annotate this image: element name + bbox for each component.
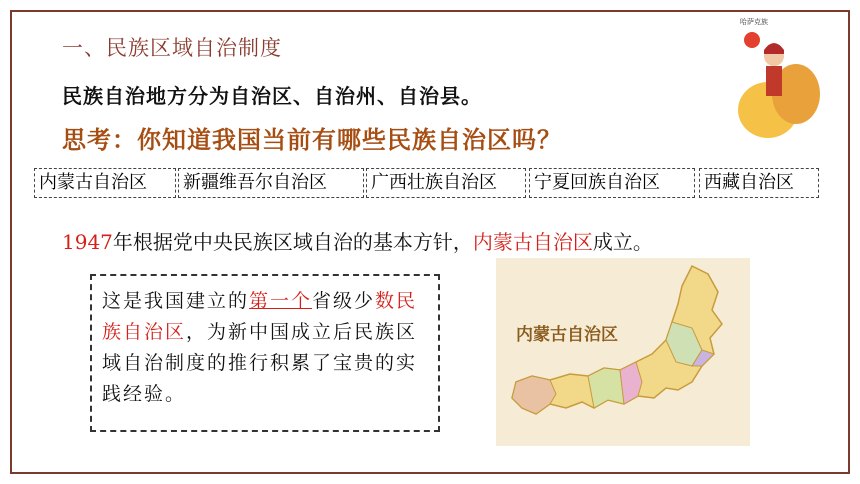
info-post: ，为新中国成立后民族区域自治制度的推行积累了宝贵的实践经验。 [102, 321, 418, 405]
section-heading: 一、民族区域自治制度 [62, 36, 282, 60]
figure-caption: 哈萨克族 [740, 18, 768, 26]
info-mid: 省级少 [312, 290, 376, 312]
ethnic-dancer-illustration [726, 14, 826, 146]
region-box-guangxi: 广西壮族自治区 [366, 168, 526, 198]
dancer-hat-shape [764, 43, 784, 54]
region-box-tibet: 西藏自治区 [699, 168, 819, 198]
statement-region: 内蒙古自治区 [472, 230, 593, 254]
region-box-inner-mongolia: 内蒙古自治区 [34, 168, 176, 198]
region-box-xinjiang: 新疆维吾尔自治区 [178, 168, 364, 198]
region-box-ningxia: 宁夏回族自治区 [529, 168, 695, 198]
info-first-highlight: 第一个 [249, 290, 313, 312]
statement-part1: 年根据党中央民族区域自治的基本方针， [112, 230, 473, 254]
flower-shape [744, 32, 760, 48]
subheading: 民族自治地方分为自治区、自治州、自治县。 [62, 84, 482, 108]
history-statement [62, 226, 653, 255]
dancer-vest-shape [766, 66, 782, 96]
statement-year: 1947 [62, 230, 113, 254]
info-red-highlight: 数民族自治区 [102, 290, 418, 343]
question-text: 思考：你知道我国当前有哪些民族自治区吗？ [62, 126, 562, 154]
info-pre: 这是我国建立的 [102, 290, 250, 312]
info-box [90, 274, 440, 432]
statement-part2: 成立。 [592, 230, 653, 254]
inner-mongolia-map [496, 258, 750, 446]
map-label: 内蒙古自治区 [516, 325, 618, 345]
